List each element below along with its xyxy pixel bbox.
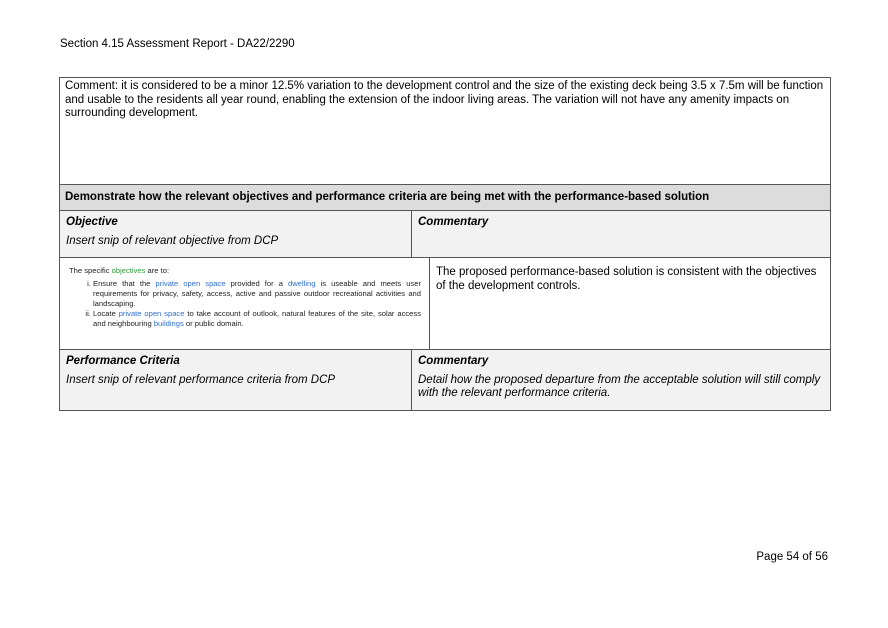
objective-commentary: The proposed performance-based solution is consistent with the objectives of the development controls.: [436, 266, 817, 292]
comment-cell: Comment: it is considered to be a minor 12.5% variation to the development control and the size of the existing deck being 3.5 x 7.5m will be function and usable to the residents all year round, enabling the extension of the indoor living areas. The variation will not have any amenity impacts on surrounding development.: [65, 80, 824, 119]
performance-row: [60, 349, 830, 410]
objective-snip: [60, 258, 430, 349]
report-header: Section 4.15 Assessment Report - DA22/2290: [60, 38, 295, 50]
snip-intro: The specific objectives are to:: [69, 266, 170, 275]
buildings-link[interactable]: buildings: [153, 319, 184, 328]
performance-instruction: Insert snip of relevant performance criteria from DCP: [66, 373, 336, 386]
performance-commentary-heading: Commentary: [418, 355, 489, 367]
performance-heading: Performance Criteria: [66, 355, 180, 367]
commentary-heading: Commentary: [418, 216, 489, 228]
private-open-space-link[interactable]: private open space: [118, 309, 185, 318]
performance-commentary-text: Detail how the proposed departure from the acceptable solution will still comply with the relevant performance criteria.: [418, 373, 821, 399]
dwelling-link[interactable]: dwelling: [288, 279, 316, 288]
objectives-link[interactable]: objectives: [111, 266, 146, 275]
snip-item-1: i. Ensure that the private open space provided for a dwelling is useable and meets user requirements for privacy, safety, access, active and passive outdoor recreational activities and landscaping.: [93, 279, 421, 309]
demonstrate-heading: Demonstrate how the relevant objectives and performance criteria are being met with the performance-based solution: [60, 184, 830, 210]
snip-list: [69, 279, 421, 329]
objective-cell: [60, 211, 412, 257]
private-open-space-link[interactable]: private open space: [155, 279, 226, 288]
assessment-table: [59, 77, 831, 411]
objective-commentary-header: [412, 211, 830, 257]
performance-cell: [60, 350, 412, 410]
objective-heading: Objective: [66, 216, 118, 228]
page-number: Page 54 of 56: [756, 551, 828, 563]
objective-header-row: [60, 210, 830, 257]
performance-commentary-cell: [412, 350, 830, 410]
objective-content-row: [60, 257, 830, 349]
objective-instruction: Insert snip of relevant objective from DCP: [66, 234, 279, 247]
snip-item-2: ii. Locate private open space to take account of outlook, natural features of the site, solar access and neighbouring buildings or public domain.: [93, 309, 421, 329]
